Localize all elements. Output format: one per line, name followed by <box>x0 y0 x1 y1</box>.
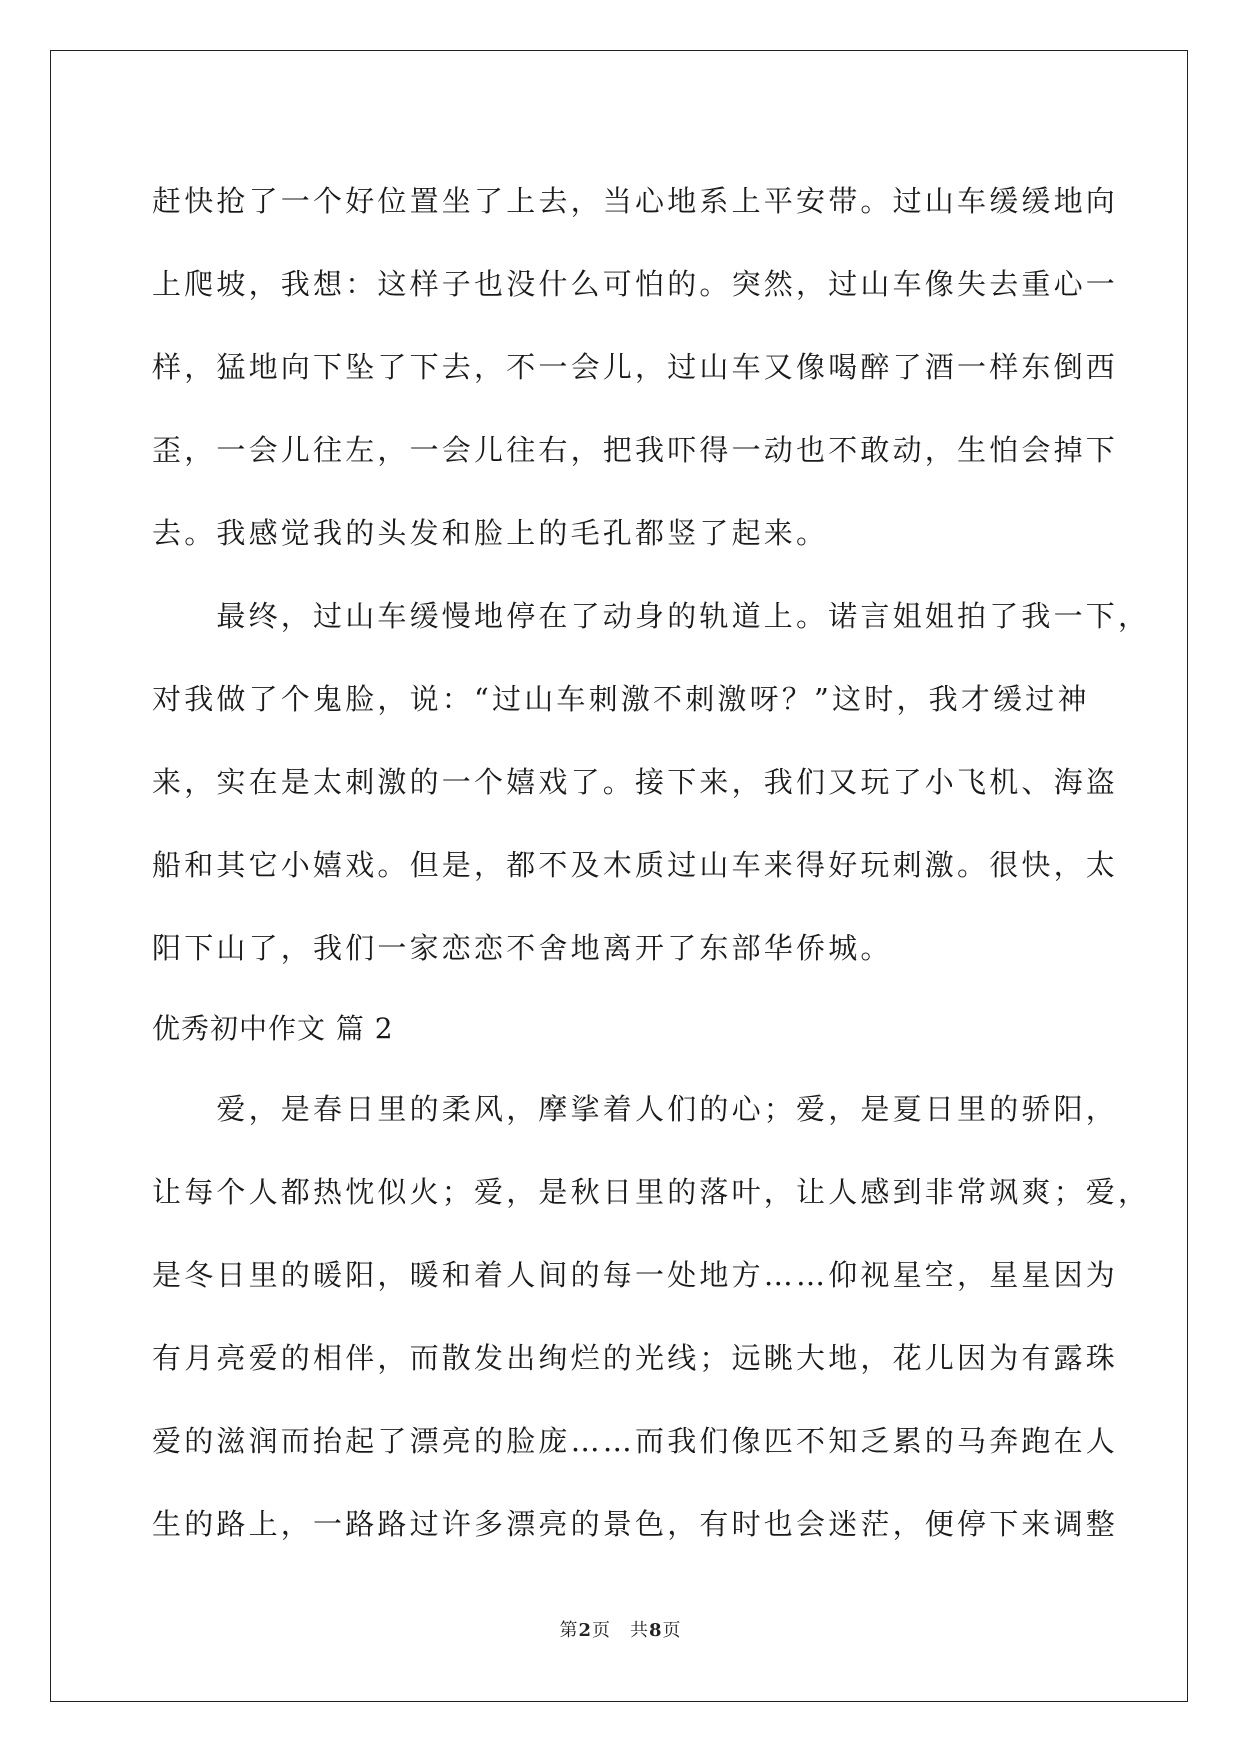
text-line: 船和其它小嬉戏。但是，都不及木质过山车来得好玩刺激。很快，太 <box>152 848 1119 882</box>
section-heading: 优秀初中作文 篇 2 <box>152 1012 394 1045</box>
paragraph-group-1 <box>152 160 1151 990</box>
footer-mid: 页 共 <box>592 1620 649 1641</box>
text-line: 爱的滋润而抬起了漂亮的脸庞……而我们像匹不知乏累的马奔跑在人 <box>152 1424 1119 1458</box>
text-line: 样，猛地向下坠了下去，不一会儿，过山车又像喝醉了酒一样东倒西 <box>152 350 1119 384</box>
text-line: 上爬坡，我想：这样子也没什么可怕的。突然，过山车像失去重心一 <box>152 267 1119 301</box>
document-body <box>152 160 1151 1566</box>
text-line: 最终，过山车缓慢地停在了动身的轨道上。诺言姐姐拍了我一下， <box>152 599 1151 633</box>
paragraph-group-2 <box>152 1068 1151 1566</box>
text-line: 阳下山了，我们一家恋恋不舍地离开了东部华侨城。 <box>152 931 893 965</box>
footer-suffix: 页 <box>662 1620 682 1641</box>
text-line: 是冬日里的暖阳，暖和着人间的每一处地方……仰视星空，星星因为 <box>152 1258 1119 1292</box>
text-line: 来，实在是太刺激的一个嬉戏了。接下来，我们又玩了小飞机、海盗 <box>152 765 1119 799</box>
text-line: 生的路上，一路路过许多漂亮的景色，有时也会迷茫，便停下来调整 <box>152 1507 1119 1541</box>
paragraph <box>152 160 1119 575</box>
paragraph <box>152 1068 1151 1566</box>
paragraph <box>152 575 1151 990</box>
text-line: 让每个人都热忱似火；爱，是秋日里的落叶，让人感到非常飒爽；爱， <box>152 1175 1151 1209</box>
footer-prefix: 第 <box>559 1620 579 1641</box>
text-line: 去。我感觉我的头发和脸上的毛孔都竖了起来。 <box>152 516 829 550</box>
text-line: 歪，一会儿往左，一会儿往右，把我吓得一动也不敢动，生怕会掉下 <box>152 433 1119 467</box>
text-line: 对我做了个鬼脸，说：“过山车刺激不刺激呀？”这时，我才缓过神 <box>152 682 1090 716</box>
footer-page-number: 2 <box>578 1620 592 1641</box>
page-footer <box>0 1616 1241 1642</box>
text-line: 有月亮爱的相伴，而散发出绚烂的光线；远眺大地，花儿因为有露珠 <box>152 1341 1119 1375</box>
text-line: 爱，是春日里的柔风，摩挲着人们的心；爱，是夏日里的骄阳， <box>152 1092 1119 1126</box>
footer-total-pages: 8 <box>649 1620 663 1641</box>
text-line: 赶快抢了一个好位置坐了上去，当心地系上平安带。过山车缓缓地向 <box>152 184 1119 218</box>
